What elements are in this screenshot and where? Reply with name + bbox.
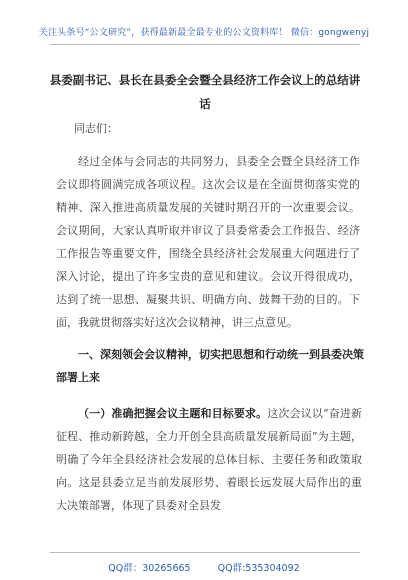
- footer-contact: [0, 560, 408, 574]
- paragraph-section-1-body: 这次会议以“奋进新征程、推动新跨越，全力开创全县高质量发展新局面”为主题，明确了今年全县经济社会发展的总体目标、主要任务和政策取向。这是县委立足当前发展形势、着眼长远发展大局作出的重大决策部署，体现了县委对全县发: [56, 407, 362, 512]
- header-divider: [50, 44, 360, 45]
- subheading-1: （一）准确把握会议主题和目标要求。: [78, 407, 268, 420]
- document-title: 县委副书记、县长在县委全会暨全县经济工作会议上的总结讲话: [49, 73, 361, 111]
- footer-divider: [50, 552, 360, 553]
- paragraph-intro: 经过全体与会同志的共同努力，县委全会暨全县经济工作会议即将圆满完成各项议程。这次会议是在全面贯彻落实党的精神、深入推进高质量发展的关键时期召开的一次重要会议。会议期间，大家认真听取并审议了县委常委会工作报告、经济工作报告等重要文件，围绕全县经济社会发展重大问题进行了深入讨论，提出了许多宝贵的意见和建议。会议开得很成功，达到了统一思想、凝聚共识、明确方向、鼓舞干劲的目的。下面，我就贯彻落实好这次会议精神，讲三点意见。: [56, 155, 360, 329]
- footer-qq-group-1: QQ群：30265665: [108, 563, 191, 574]
- greeting: 同志们：: [74, 122, 118, 135]
- section-heading-1: 一、深刻领会会议精神，切实把思想和行动统一到县委决策部署上来: [56, 348, 364, 384]
- paragraph-section-1: [56, 402, 362, 517]
- footer-qq-group-2: QQ群:535304092: [217, 563, 300, 574]
- header-promo-note: 关注头条号“公文研究”，获得最新最全最专业的公文资料库！ 微信：gongwenyj: [38, 28, 370, 38]
